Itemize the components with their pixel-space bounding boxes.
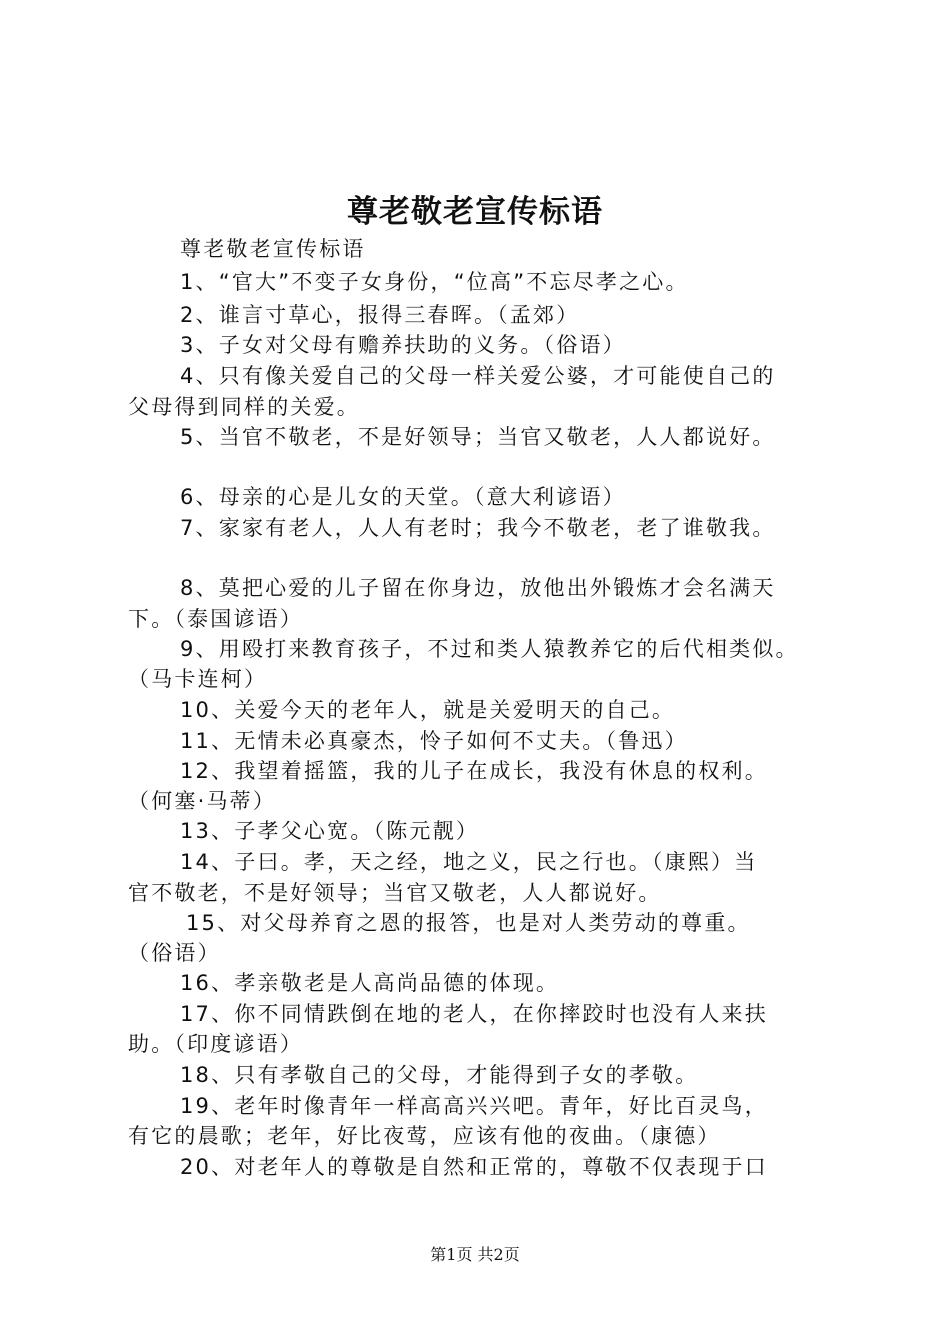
text-line: 有它的晨歌；老年，好比夜莺，应该有他的夜曲。（康德）	[128, 1124, 721, 1148]
text-line: 10、关爱今天的老年人，就是关爱明天的自己。	[180, 698, 676, 722]
text-line: 11、无情未必真豪杰，怜子如何不丈夫。（鲁迅）	[180, 729, 688, 753]
page-footer: 第1页 共2页	[430, 1245, 520, 1264]
text-line: 7、家家有老人，人人有老时；我今不敬老，老了谁敬我。	[180, 516, 776, 540]
text-line: 助。（印度谚语）	[128, 1032, 304, 1056]
page-title: 尊老敬老宣传标语	[347, 194, 603, 230]
text-line: 官不敬老，不是好领导；当官又敬老，人人都说好。	[128, 881, 662, 905]
text-line: 下。（泰国谚语）	[128, 607, 304, 631]
text-line: 16、孝亲敬老是人高尚品德的体现。	[180, 971, 560, 995]
text-line: 17、你不同情跌倒在地的老人，在你摔跤时也没有人来扶	[180, 1002, 768, 1026]
text-line: （马卡连柯）	[128, 667, 268, 691]
text-line: 8、莫把心爱的儿子留在你身边，放他出外锻炼才会名满天	[180, 576, 776, 600]
text-line: （何塞·马蒂）	[128, 789, 277, 813]
text-line: 18、只有孝敬自己的父母，才能得到子女的孝敬。	[180, 1063, 699, 1087]
text-line: 13、子孝父心宽。（陈元靓）	[180, 819, 480, 843]
text-line: 9、用殴打来教育孩子，不过和类人猿教养它的后代相类似。	[180, 637, 799, 661]
text-line: 尊老敬老宣传标语	[180, 237, 366, 261]
text-line: 2、谁言寸草心，报得三春晖。（孟郊）	[180, 303, 580, 327]
text-line: 1、“官大”不变子女身份，“位高”不忘尽孝之心。	[180, 270, 689, 294]
text-line: （俗语）	[128, 941, 221, 965]
text-line: 19、老年时像青年一样高高兴兴吧。青年，好比百灵鸟，	[180, 1094, 768, 1118]
text-line: 14、子曰。孝，天之经，地之义，民之行也。（康熙）当	[180, 850, 758, 874]
text-line: 3、子女对父母有赡养扶助的义务。（俗语）	[180, 333, 626, 357]
text-line: 6、母亲的心是儿女的天堂。（意大利谚语）	[180, 485, 626, 509]
text-line: 12、我望着摇篮，我的儿子在成长，我没有休息的权利。	[180, 759, 768, 783]
text-line: 5、当官不敬老，不是好领导；当官又敬老，人人都说好。	[180, 425, 776, 449]
text-line: 父母得到同样的关爱。	[128, 395, 360, 419]
text-line: 4、只有像关爱自己的父母一样关爱公婆，才可能使自己的	[180, 364, 776, 388]
text-line: 20、对老年人的尊敬是自然和正常的，尊敬不仅表现于口	[180, 1155, 768, 1179]
text-line: 15、对父母养育之恩的报答，也是对人类劳动的尊重。	[186, 911, 751, 935]
